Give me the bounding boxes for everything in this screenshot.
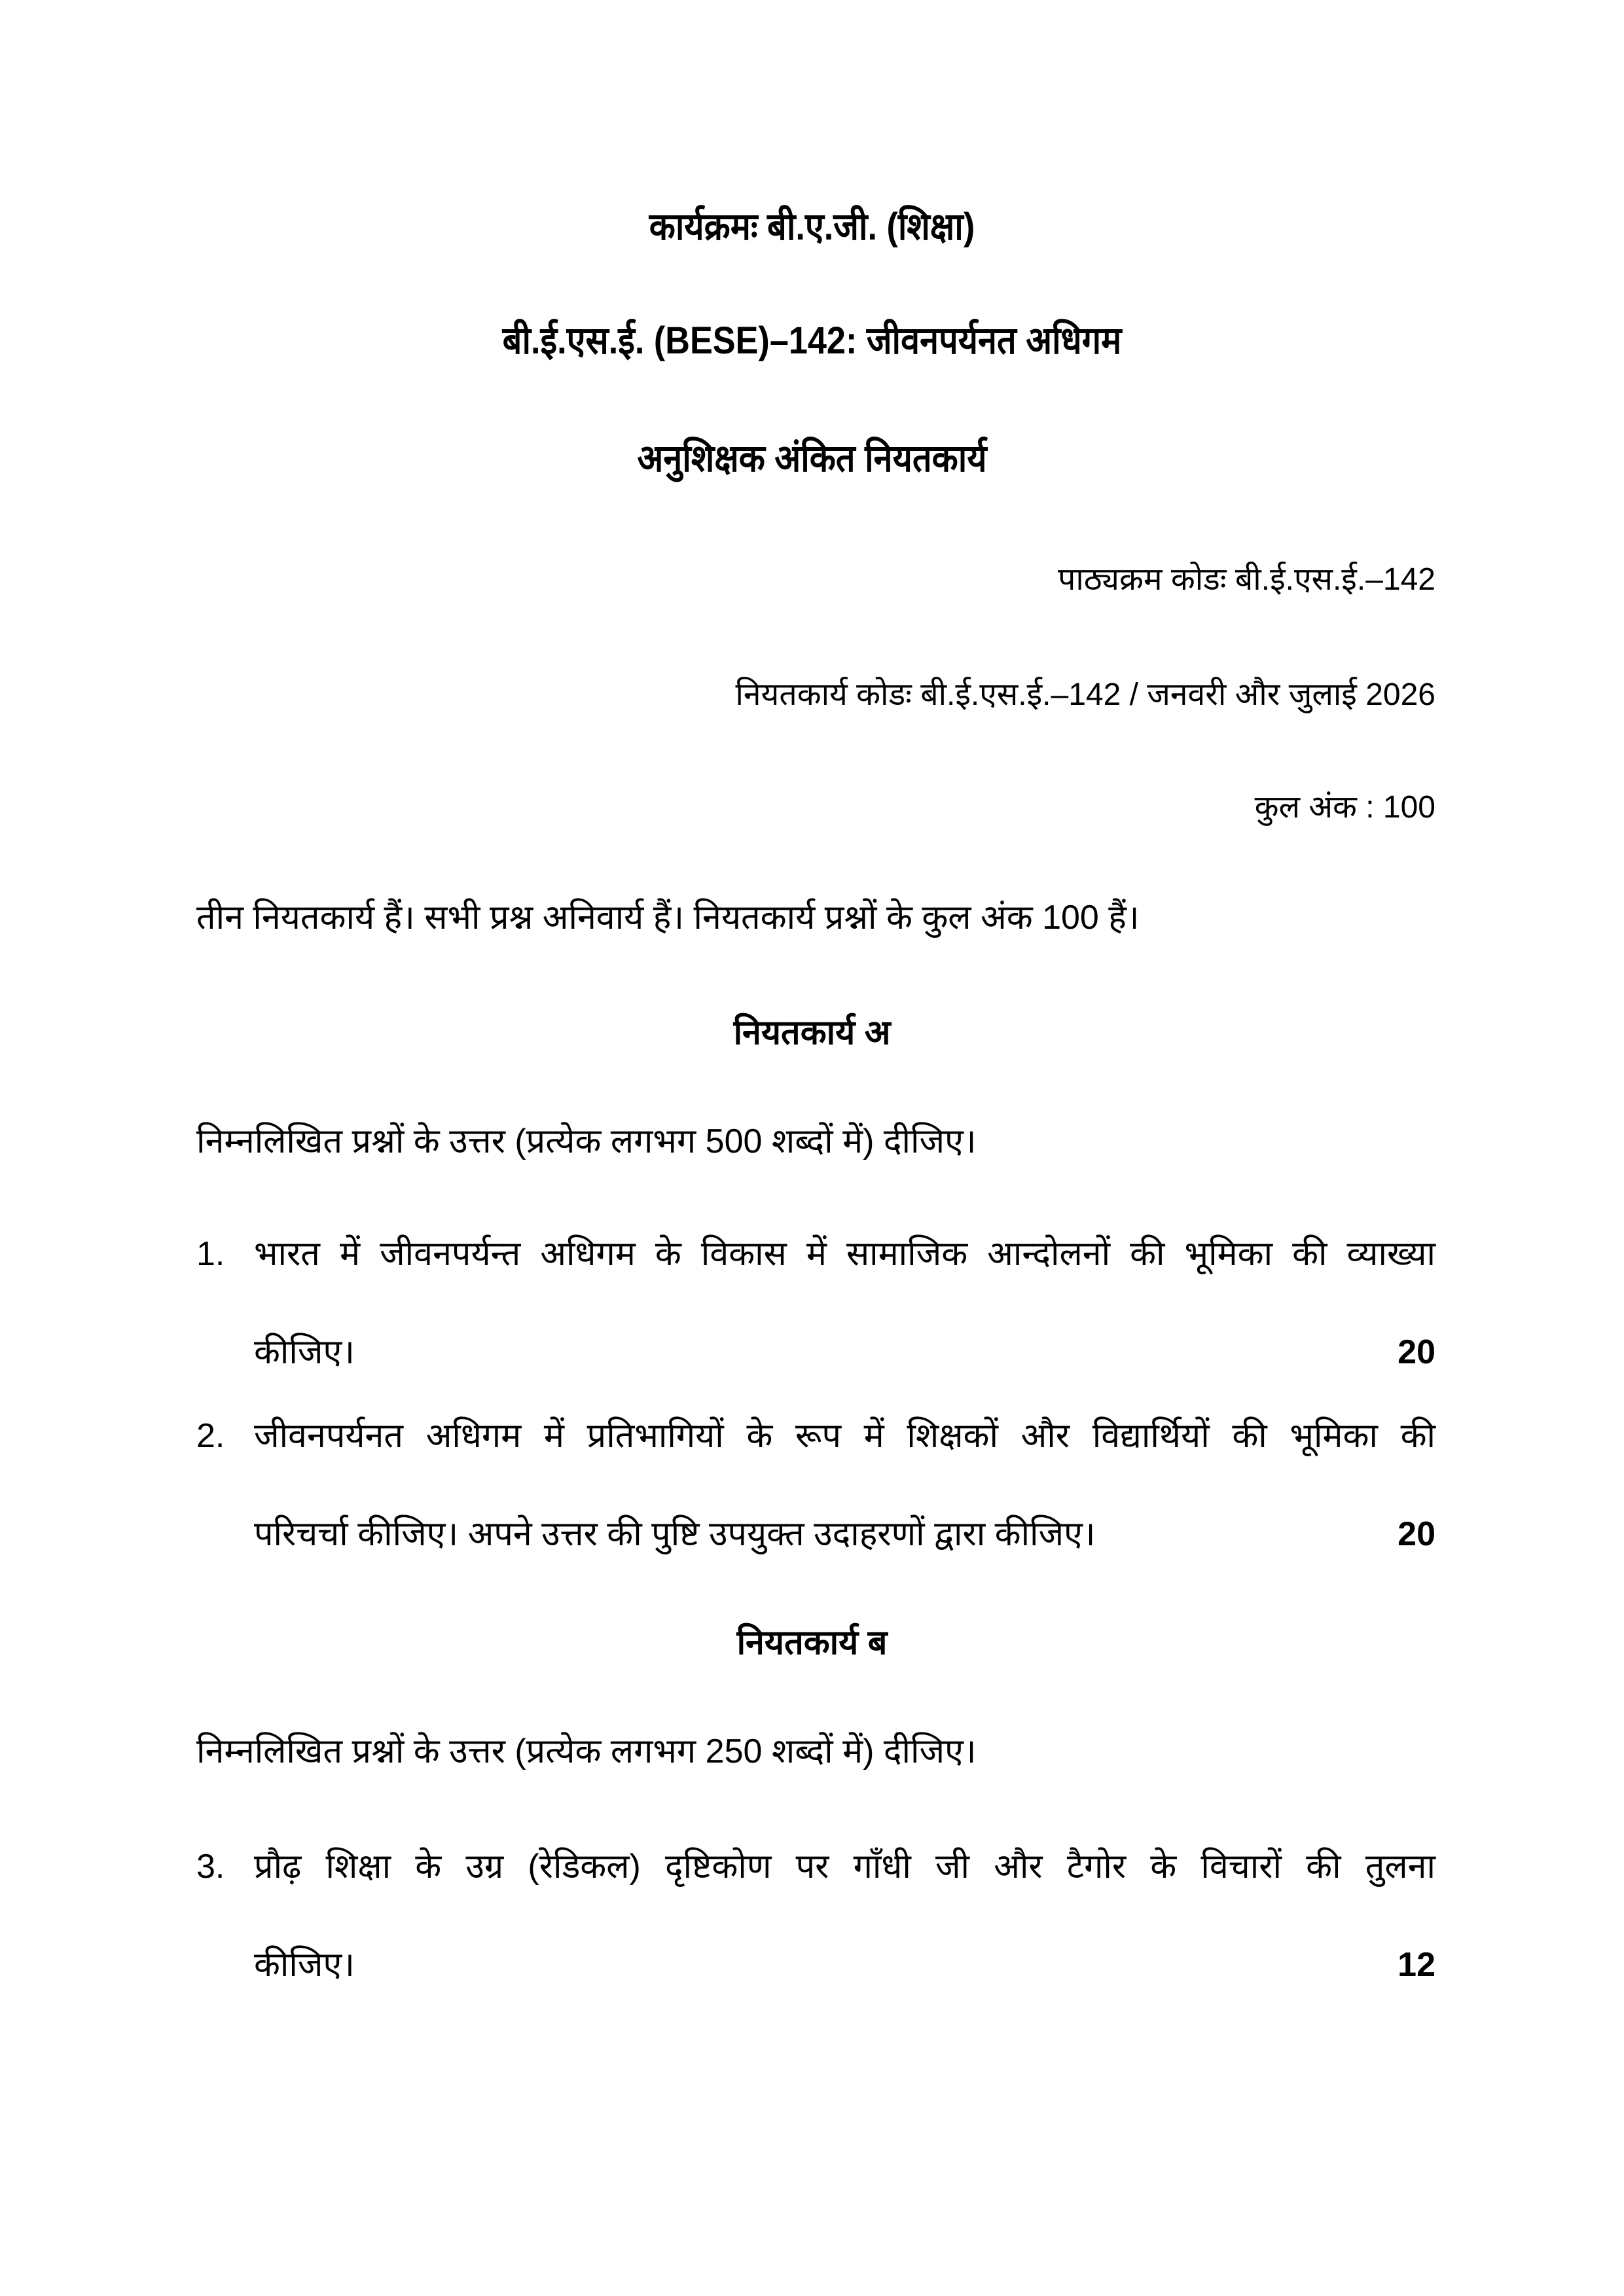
- document-type-title: अनुशिक्षक अंकित नियतकार्य: [637, 437, 987, 480]
- section-b-instruction: निम्नलिखित प्रश्नों के उत्तर (प्रत्येक लगभग 250 शब्दों में) दीजिए।: [196, 1732, 977, 1770]
- question-marks: 20: [1398, 1333, 1435, 1371]
- question-number: 3.: [196, 1848, 225, 1886]
- question-text-line-1: भारत में जीवनपर्यन्त अधिगम के विकास में सामाजिक आन्दोलनों की भूमिका की व्याख्या: [254, 1235, 1435, 1273]
- question-number: 2.: [196, 1417, 225, 1455]
- question-marks: 12: [1398, 1946, 1435, 1984]
- course-code: पाठ्यक्रम कोडः बी.ई.एस.ई.–142: [1058, 562, 1435, 597]
- question-marks: 20: [1398, 1515, 1435, 1553]
- question-text-line-2: परिचर्चा कीजिए। अपने उत्तर की पुष्टि उपयुक्त उदाहरणों द्वारा कीजिए।: [254, 1515, 1096, 1553]
- question-text-line-2: कीजिए।: [254, 1333, 355, 1371]
- course-title: बी.ई.एस.ई. (BESE)–142: जीवनपर्यनत अधिगम: [502, 319, 1122, 362]
- assignment-code: नियतकार्य कोडः बी.ई.एस.ई.–142 / जनवरी और जुलाई 2026: [735, 677, 1435, 712]
- total-marks: कुल अंक : 100: [1254, 790, 1435, 825]
- question-text-line-1: जीवनपर्यनत अधिगम में प्रतिभागियों के रूप में शिक्षकों और विद्यार्थियों की भूमिका की: [254, 1417, 1435, 1455]
- section-a-instruction: निम्नलिखित प्रश्नों के उत्तर (प्रत्येक लगभग 500 शब्दों में) दीजिए।: [196, 1122, 977, 1160]
- general-instructions: तीन नियतकार्य हैं। सभी प्रश्न अनिवार्य हैं। नियतकार्य प्रश्नों के कुल अंक 100 हैं।: [196, 899, 1140, 937]
- section-heading-a: नियतकार्य अ: [733, 1014, 891, 1052]
- programme-title: कार्यक्रमः बी.ए.जी. (शिक्षा): [649, 206, 975, 248]
- question-number: 1.: [196, 1235, 225, 1273]
- section-heading-b: नियतकार्य ब: [736, 1624, 888, 1662]
- question-text-line-2: कीजिए।: [254, 1946, 355, 1984]
- question-text-line-1: प्रौढ़ शिक्षा के उग्र (रेडिकल) दृष्टिकोण पर गाँधी जी और टैगोर के विचारों की तुलना: [254, 1848, 1435, 1886]
